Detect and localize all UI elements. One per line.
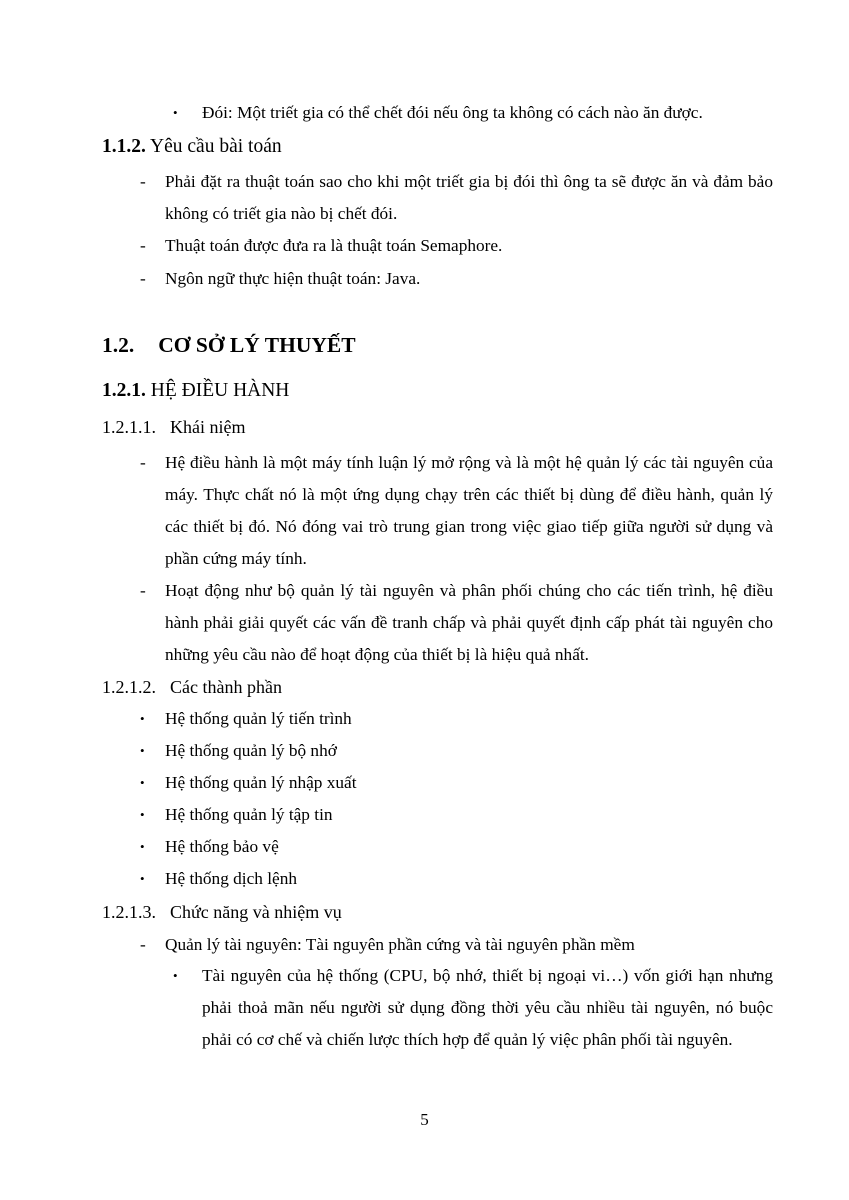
bullet-marker: • xyxy=(173,968,178,983)
heading-1-2 xyxy=(102,332,356,358)
bullet-marker: • xyxy=(140,775,145,790)
list-item-text: Hệ thống quản lý bộ nhớ xyxy=(165,741,337,760)
heading-number: 1.2.1.1. xyxy=(102,417,156,437)
dash-marker: - xyxy=(140,236,146,255)
list-item-text: Hệ thống bảo vệ xyxy=(165,837,279,856)
bullet-marker: • xyxy=(140,871,145,886)
page-number: 5 xyxy=(420,1110,429,1129)
paragraph-text: Hệ điều hành là một máy tính luận lý mở rộng và là một hệ quản lý các tài nguyên của máy. Thực chất nó là một ứng dụng chạy trên các thiết bị dùng để điều hành, quản lý các thiết bị đó. Nó đóng vai trò trung gian trong việc giao tiếp giữa người sử dụng và phần cứng máy tính. xyxy=(165,453,773,568)
list-item-text: Hệ thống dịch lệnh xyxy=(165,869,297,888)
list-item-text: Phải đặt ra thuật toán sao cho khi một triết gia bị đói thì ông ta sẽ được ăn và đảm bảo không có triết gia nào bị chết đói. xyxy=(165,172,773,223)
list-item-text: Hệ thống quản lý tiến trình xyxy=(165,709,352,728)
heading-title: Các thành phần xyxy=(170,677,282,697)
heading-title: Khái niệm xyxy=(170,417,246,437)
heading-title: Chức năng và nhiệm vụ xyxy=(170,902,342,922)
heading-title: HỆ ĐIỀU HÀNH xyxy=(150,380,290,401)
heading-1-2-1-3 xyxy=(102,901,342,923)
bullet-marker: • xyxy=(140,807,145,822)
dash-marker: - xyxy=(140,581,146,600)
heading-number: 1.1.2. xyxy=(102,136,146,157)
bullet-marker: • xyxy=(140,839,145,854)
bullet-marker: • xyxy=(140,743,145,758)
dash-marker: - xyxy=(140,269,146,288)
list-item-text: Hệ thống quản lý tập tin xyxy=(165,805,333,824)
heading-1-1-2 xyxy=(102,135,282,159)
paragraph-text: Tài nguyên của hệ thống (CPU, bộ nhớ, thiết bị ngoại vi…) vốn giới hạn nhưng phải thoả mãn nếu người sử dụng đồng thời yêu cầu nhiều tài nguyên, nó buộc phải có cơ chế và chiến lược thích hợp để quản lý việc phân phối tài nguyên. xyxy=(202,966,773,1049)
heading-1-2-1 xyxy=(102,379,289,403)
list-item-text: Quản lý tài nguyên: Tài nguyên phần cứng và tài nguyên phần mềm xyxy=(165,935,635,954)
dash-marker: - xyxy=(140,453,146,472)
list-item-text: Ngôn ngữ thực hiện thuật toán: Java. xyxy=(165,269,421,288)
dash-marker: - xyxy=(140,172,146,191)
heading-1-2-1-1 xyxy=(102,416,245,438)
bullet-marker: • xyxy=(140,711,145,726)
heading-number: 1.2. xyxy=(102,333,135,357)
list-item-text: Thuật toán được đưa ra là thuật toán Semaphore. xyxy=(165,236,503,255)
heading-number: 1.2.1.2. xyxy=(102,677,156,697)
heading-title: CƠ SỞ LÝ THUYẾT xyxy=(158,333,356,357)
bullet-marker: • xyxy=(173,105,178,120)
heading-number: 1.2.1.3. xyxy=(102,902,156,922)
paragraph-text: Hoạt động như bộ quản lý tài nguyên và phân phối chúng cho các tiến trình, hệ điều hành phải giải quyết các vấn đề tranh chấp và phải quyết định cấp phát tài nguyên cho những yêu cầu nào để hoạt động của thiết bị là hiệu quả nhất. xyxy=(165,581,773,664)
heading-number: 1.2.1. xyxy=(102,380,146,401)
bullet-text: Đói: Một triết gia có thể chết đói nếu ông ta không có cách nào ăn được. xyxy=(202,103,703,122)
heading-1-2-1-2 xyxy=(102,676,282,698)
list-item-text: Hệ thống quản lý nhập xuất xyxy=(165,773,357,792)
dash-marker: - xyxy=(140,935,146,954)
heading-title: Yêu cầu bài toán xyxy=(150,136,282,157)
